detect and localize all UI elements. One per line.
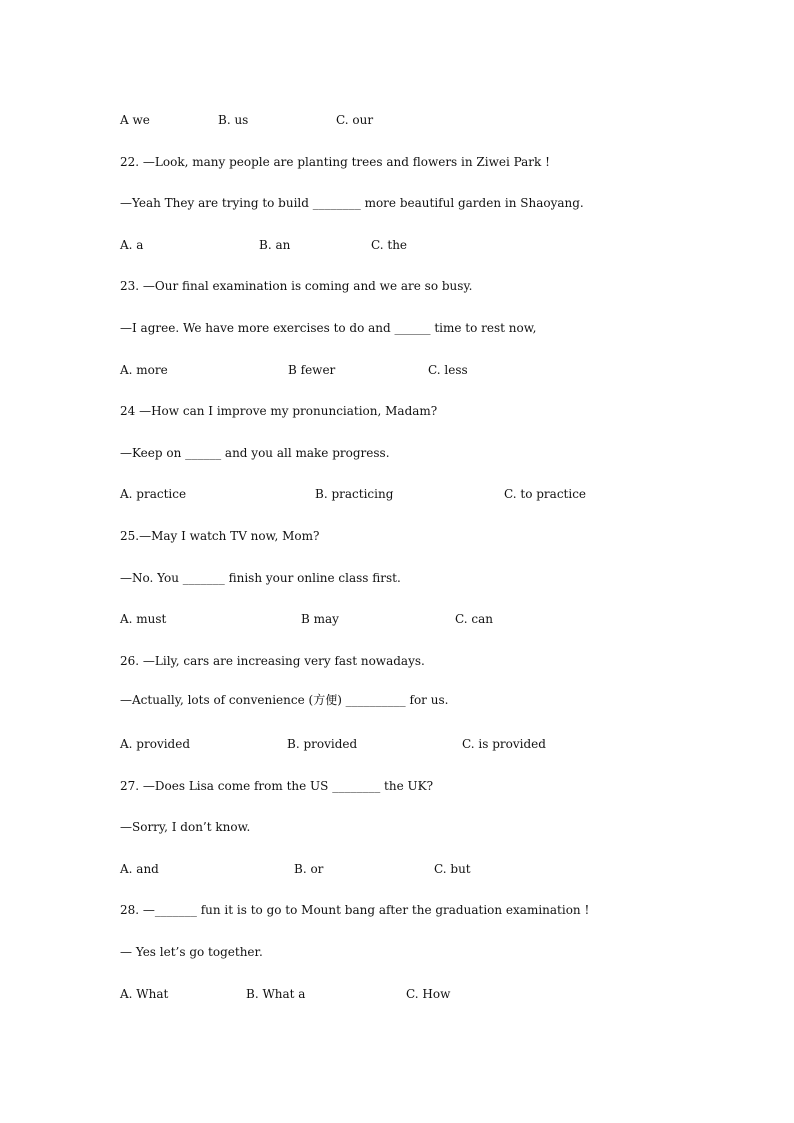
option-c: C. the (371, 238, 408, 252)
option-c: C. How (406, 987, 451, 1001)
option-b: B. or (294, 862, 324, 876)
option-a: A. What (120, 987, 169, 1001)
option-c: C. less (428, 363, 468, 377)
answer-text: —No. You _______ finish your online class first. (120, 571, 401, 585)
answer-text: —Sorry, I don’t know. (120, 820, 251, 834)
option-c: C. to practice (504, 487, 587, 501)
answer-text: — Yes let’s go together. (120, 945, 263, 959)
option-a: A. more (120, 363, 168, 377)
option-c: C. is provided (462, 737, 546, 751)
option-c: C. our (336, 113, 374, 127)
question-text: 27. —Does Lisa come from the US ________ the UK? (120, 779, 433, 793)
question-text: 28. —_______ fun it is to go to Mount bang after the graduation examination ! (120, 903, 590, 917)
option-b: B fewer (288, 363, 336, 377)
option-a: A we (120, 113, 150, 127)
option-b: B. practicing (315, 487, 394, 501)
option-b: B. provided (287, 737, 358, 751)
question-text: 23. —Our final examination is coming and we are so busy. (120, 279, 473, 293)
question-text: 22. —Look, many people are planting trees and flowers in Ziwei Park ! (120, 155, 550, 169)
option-c: C. can (455, 612, 493, 626)
option-a: A. must (120, 612, 167, 626)
option-a: A. and (120, 862, 159, 876)
option-b: B. an (259, 238, 291, 252)
answer-text: —Actually, lots of convenience (方便) __________ for us. (120, 693, 449, 707)
answer-text: —I agree. We have more exercises to do and ______ time to rest now, (120, 321, 537, 335)
question-text: 25.—May I watch TV now, Mom? (120, 529, 320, 543)
question-text: 24 —How can I improve my pronunciation, Madam? (120, 404, 438, 418)
answer-text: —Keep on ______ and you all make progress. (120, 446, 390, 460)
option-a: A. provided (120, 737, 191, 751)
answer-text: —Yeah They are trying to build ________ more beautiful garden in Shaoyang. (120, 196, 584, 210)
option-a: A. a (120, 238, 144, 252)
option-a: A. practice (120, 487, 187, 501)
option-b: B. us (218, 113, 249, 127)
option-c: C. but (434, 862, 471, 876)
question-text: 26. —Lily, cars are increasing very fast nowadays. (120, 654, 425, 668)
option-b: B may (301, 612, 339, 626)
option-b: B. What a (246, 987, 306, 1001)
